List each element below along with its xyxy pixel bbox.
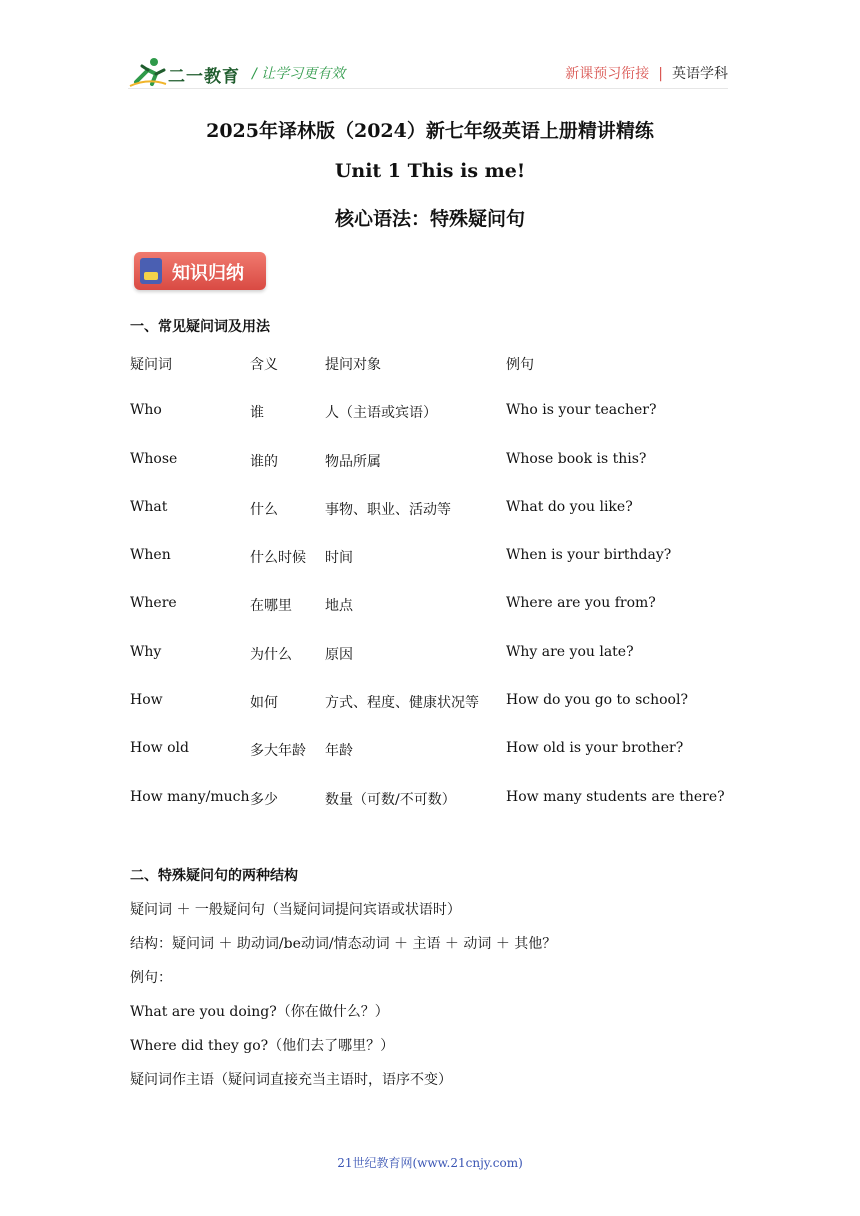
target: 物品所属 [325,453,381,470]
target: 原因 [325,646,353,663]
target: 时间 [325,550,353,567]
column-header: 例句 [506,357,534,373]
example: How old is your brother? [506,740,684,757]
meaning: 谁的 [250,453,278,470]
target: 年龄 [325,743,353,760]
meaning: 多大年龄 [250,743,306,760]
target: 数量（可数/不可数） [325,791,456,808]
example: How many students are there? [506,788,725,805]
table-row [130,644,730,692]
example: How do you go to school? [506,692,688,709]
question-word: How [130,692,163,709]
table-row [130,451,730,499]
table-row [130,740,730,788]
question-word: How old [130,740,189,757]
meaning: 什么时候 [250,550,306,567]
meaning: 如何 [250,695,278,712]
example-sentence: Where did they go?（他们去了哪里？） [130,1038,395,1054]
topic-title: 核心语法：特殊疑问句 [334,208,525,230]
header-separator: | [658,66,663,82]
knowledge-badge [134,252,266,290]
table-row [130,499,730,547]
badge-label: 知识归纳 [172,263,244,284]
table-row [130,595,730,643]
question-word-table [130,354,730,837]
question-word: When [130,547,171,564]
section1-heading: 一、常见疑问词及用法 [130,319,270,335]
header-right [565,63,728,83]
table-row [130,402,730,450]
page-header [128,56,728,90]
main-title: 2025年译林版（2024）新七年级英语上册精讲精练 [206,120,654,142]
table-row [130,789,730,837]
question-word: What [130,498,168,515]
meaning: 谁 [250,405,264,422]
example: Where are you from? [506,595,656,612]
example: Why are you late? [506,643,634,660]
question-word: Who [130,402,162,419]
example: What do you like? [506,498,633,515]
column-header: 提问对象 [325,357,381,373]
example: Whose book is this? [506,450,647,467]
target: 地点 [325,598,353,615]
meaning: 为什么 [250,646,292,663]
logo [128,56,240,88]
question-word: Why [130,643,162,660]
subject-label: 英语学科 [672,66,728,82]
question-word: How many/much [130,788,250,805]
unit-title: Unit 1 This is me! [334,160,526,182]
logo-text: 二一教育 [168,67,240,87]
book-icon [140,258,162,284]
example: Who is your teacher? [506,402,657,419]
question-word: Whose [130,450,178,467]
meaning: 在哪里 [250,598,292,615]
question-word: Where [130,595,177,612]
runner-logo-icon [128,56,168,88]
structure-line: 疑问词作主语（疑问词直接充当主语时，语序不变） [130,1072,452,1088]
column-header: 疑问词 [130,357,172,373]
structure-line: 疑问词 ＋ 一般疑问句（当疑问词提问宾语或状语时） [130,902,461,918]
table-header-row [130,354,730,402]
meaning: 什么 [250,501,278,518]
example-label: 例句： [130,970,172,986]
target: 事物、职业、活动等 [325,501,451,518]
column-header: 含义 [250,357,278,373]
slogan: / 让学习更有效 [252,66,346,82]
meaning: 多少 [250,791,278,808]
section2-heading: 二、特殊疑问句的两种结构 [130,868,298,884]
page-footer: 21世纪教育网(www.21cnjy.com) [337,1156,523,1170]
table-row [130,547,730,595]
course-label: 新课预习衔接 [565,66,650,82]
structure-line: 结构：疑问词 ＋ 助动词/be动词/情态动词 ＋ 主语 ＋ 动词 ＋ 其他？ [130,936,557,952]
example-sentence: What are you doing?（你在做什么？） [130,1004,389,1020]
target: 人（主语或宾语） [325,405,437,422]
table-row [130,692,730,740]
header-divider [128,88,728,89]
target: 方式、程度、健康状况等 [325,695,479,712]
example: When is your birthday? [506,547,672,564]
